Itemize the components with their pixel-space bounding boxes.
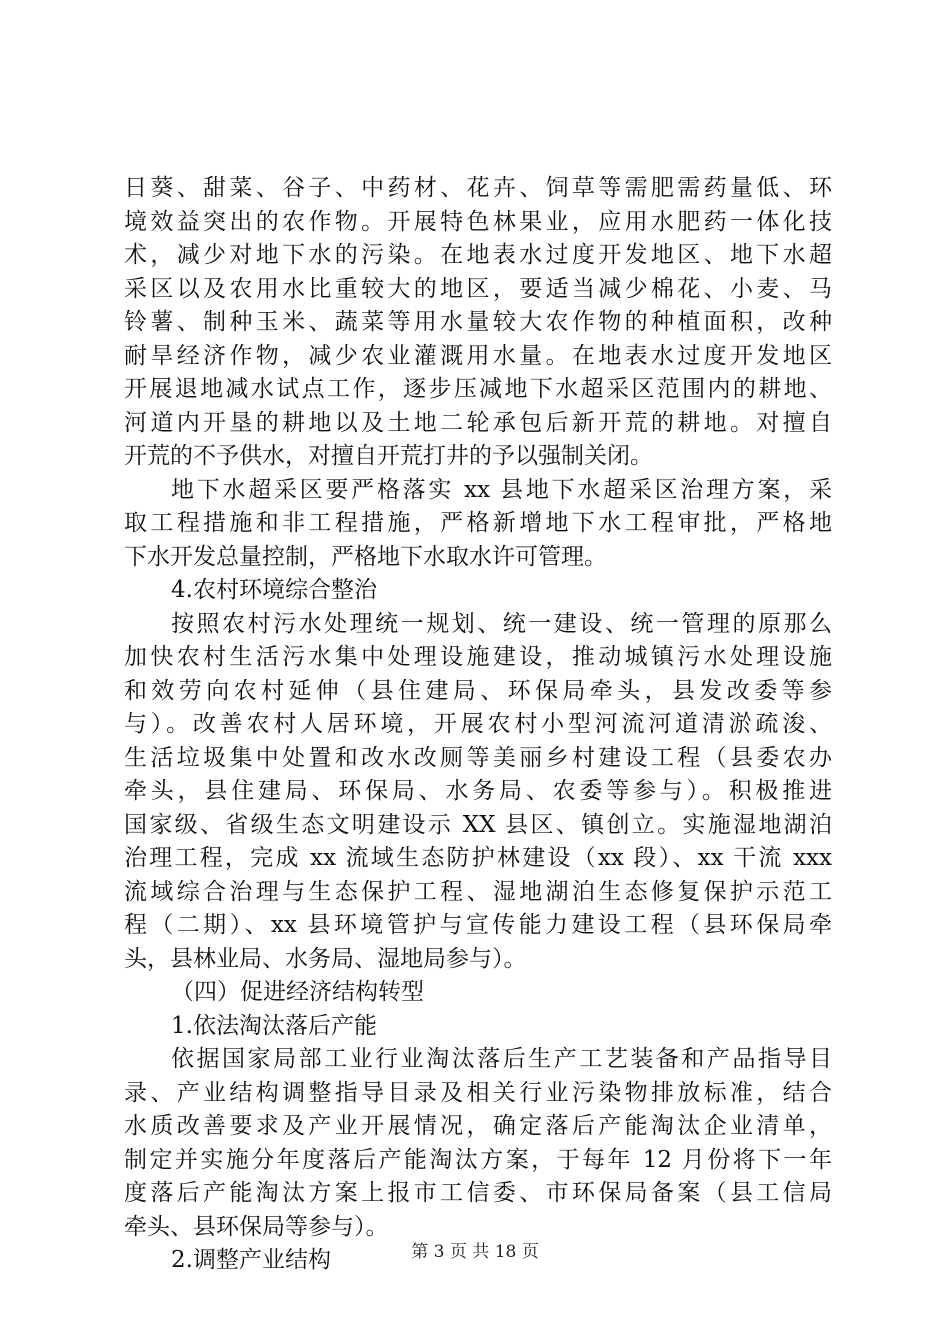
text-line: 与）。改善农村人居环境，开展农村小型河流河道清淤疏浚、 bbox=[124, 711, 832, 737]
text-line: 2.调整产业结构 bbox=[171, 1247, 331, 1273]
text-line: 程（二期）、xx 县环境管护与宣传能力建设工程（县环保局牵 bbox=[124, 912, 832, 938]
text-line: 国家级、省级生态文明建设示 XX 县区、镇创立。实施湿地湖泊 bbox=[124, 811, 832, 838]
text-line: 水质改善要求及产业开展情况，确定落后产能淘汰企业清单， bbox=[124, 1113, 832, 1139]
text-line: 河道内开垦的耕地以及土地二轮承包后新开荒的耕地。对擅自 bbox=[124, 409, 832, 436]
text-line: 生活垃圾集中处置和改水改厕等美丽乡村建设工程（县委农办 bbox=[124, 744, 832, 771]
text-line: 度落后产能淘汰方案上报市工信委、市环保局备案（县工信局 bbox=[124, 1180, 832, 1206]
text-line: 牵头，县住建局、环保局、水务局、农委等参与）。积极推进 bbox=[124, 778, 832, 804]
text-line: 加快农村生活污水集中处理设施建设，推动城镇污水处理设施 bbox=[124, 644, 832, 670]
text-line: 头，县林业局、水务局、湿地局参与）。 bbox=[124, 945, 527, 972]
text-line: 治理工程，完成 xx 流域生态防护林建设（xx 段）、xx 干流 xxx bbox=[124, 845, 832, 871]
text-line: 下水开发总量控制，严格地下水取水许可管理。 bbox=[124, 543, 607, 570]
text-line: 术，减少对地下水的污染。在地表水过度开发地区、地下水超 bbox=[124, 242, 832, 268]
page-footer: 第 3 页 共 18 页 bbox=[411, 1242, 539, 1262]
text-line: 铃薯、制种玉米、蔬菜等用水量较大农作物的种植面积，改种 bbox=[124, 309, 832, 335]
text-line: 制定并实施分年度落后产能淘汰方案，于每年 12 月份将下一年 bbox=[124, 1146, 832, 1173]
text-line: 依据国家局部工业行业淘汰落后生产工艺装备和产品指导目 bbox=[171, 1046, 832, 1072]
text-line: 地下水超采区要严格落实 xx 县地下水超采区治理方案，采 bbox=[171, 476, 832, 503]
text-line: 取工程措施和非工程措施，严格新增地下水工程审批，严格地 bbox=[124, 510, 832, 536]
text-line: 日葵、甜菜、谷子、中药材、花卉、饲草等需肥需药量低、环 bbox=[124, 175, 832, 201]
text-line: 录、产业结构调整指导目录及相关行业污染物排放标准，结合 bbox=[124, 1079, 832, 1106]
text-line: 境效益突出的农作物。开展特色林果业，应用水肥药一体化技 bbox=[124, 208, 832, 235]
text-line: 按照农村污水处理统一规划、统一建设、统一管理的原那么 bbox=[171, 610, 832, 637]
text-line: 流域综合治理与生态保护工程、湿地湖泊生态修复保护示范工 bbox=[124, 878, 832, 905]
text-line: 耐旱经济作物，减少农业灌溉用水量。在地表水过度开发地区 bbox=[124, 342, 832, 369]
text-line: 牵头、县环保局等参与）。 bbox=[124, 1213, 389, 1240]
text-line: 开荒的不予供水，对擅自开荒打井的予以强制关闭。 bbox=[124, 443, 653, 469]
text-line: 4.农村环境综合整治 bbox=[171, 577, 377, 603]
text-line: （四）促进经济结构转型 bbox=[171, 979, 424, 1005]
document-body bbox=[124, 172, 832, 1278]
text-line: 和效劳向农村延伸（县住建局、环保局牵头，县发改委等参 bbox=[124, 677, 832, 704]
text-line: 采区以及农用水比重较大的地区，要适当减少棉花、小麦、马 bbox=[124, 275, 832, 302]
text-line: 1.依法淘汰落后产能 bbox=[171, 1012, 377, 1039]
text-line: 开展退地减水试点工作，逐步压减地下水超采区范围内的耕地、 bbox=[124, 376, 832, 402]
